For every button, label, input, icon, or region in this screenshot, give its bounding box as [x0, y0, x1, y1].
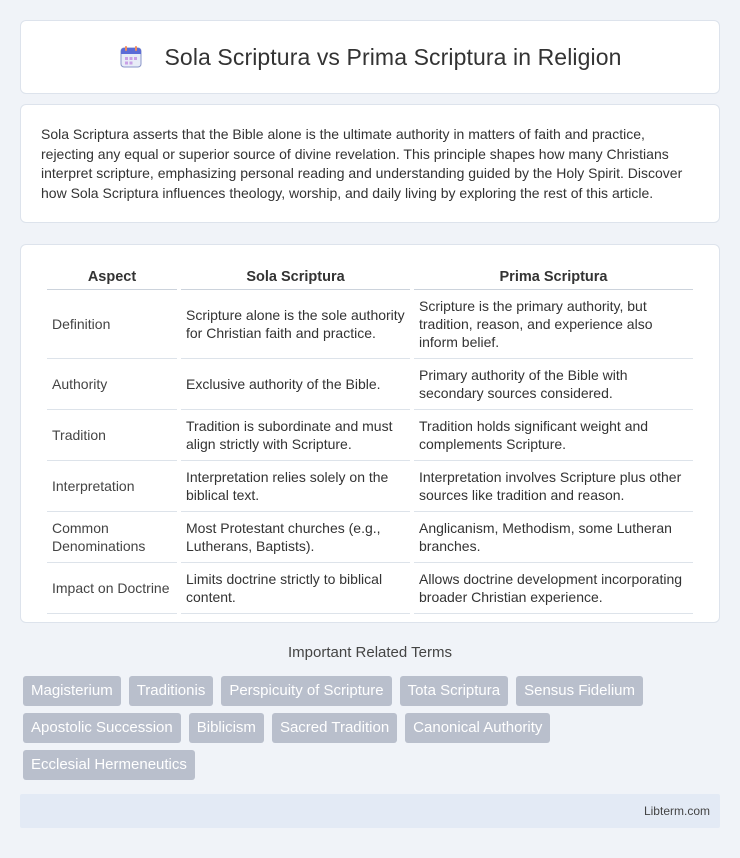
prima-cell: Allows doctrine development incorporating broader Christian experience. — [414, 563, 693, 614]
header-aspect: Aspect — [47, 267, 177, 290]
related-term-tag[interactable]: Canonical Authority — [405, 713, 550, 743]
footer — [20, 794, 720, 828]
intro-card — [20, 104, 720, 223]
intro-paragraph: Sola Scriptura asserts that the Bible alone is the ultimate authority in matters of faith and practice, rejecting any equal or superior source of divine revelation. This principle shapes how many Christians interpret scripture, emphasizing personal reading and understanding guided by the Holy Spirit. Discover how Sola Scriptura influences theology, worship, and daily living by exploring the rest of this article. — [41, 126, 683, 201]
related-term-tag[interactable]: Sacred Tradition — [272, 713, 397, 743]
prima-cell: Tradition holds significant weight and complements Scripture. — [414, 410, 693, 461]
related-term-tag[interactable]: Apostolic Succession — [23, 713, 181, 743]
comparison-table — [43, 267, 697, 614]
table-header-row — [47, 267, 693, 290]
prima-cell: Scripture is the primary authority, but tradition, reason, and experience also inform belief. — [414, 290, 693, 359]
related-term-tag[interactable]: Perspicuity of Scripture — [221, 676, 391, 706]
sola-cell: Interpretation relies solely on the biblical text. — [181, 461, 410, 512]
related-terms-heading: Important Related Terms — [288, 644, 452, 661]
footer-brand-link[interactable]: Libterm.com — [643, 804, 710, 818]
related-term-tag[interactable]: Traditionis — [129, 676, 214, 706]
table-row — [47, 461, 693, 512]
calendar-icon — [118, 44, 144, 70]
header-prima-scriptura: Prima Scriptura — [414, 267, 693, 290]
sola-cell: Exclusive authority of the Bible. — [181, 359, 410, 410]
table-row — [47, 563, 693, 614]
title-card — [20, 20, 720, 94]
prima-cell: Primary authority of the Bible with secondary sources considered. — [414, 359, 693, 410]
aspect-cell: Interpretation — [47, 461, 177, 512]
prima-cell: Anglicanism, Methodism, some Lutheran branches. — [414, 512, 693, 563]
aspect-cell: Authority — [47, 359, 177, 410]
header-sola-scriptura: Sola Scriptura — [181, 267, 410, 290]
sola-cell: Most Protestant churches (e.g., Lutherans, Baptists). — [181, 512, 410, 563]
prima-cell: Interpretation involves Scripture plus other sources like tradition and reason. — [414, 461, 693, 512]
related-term-tag[interactable]: Tota Scriptura — [400, 676, 509, 706]
aspect-cell: Tradition — [47, 410, 177, 461]
table-row — [47, 359, 693, 410]
table-row — [47, 410, 693, 461]
related-terms-list — [23, 676, 713, 780]
related-term-tag[interactable]: Biblicism — [189, 713, 264, 743]
related-term-tag[interactable]: Ecclesial Hermeneutics — [23, 750, 195, 780]
aspect-cell: Common Denominations — [47, 512, 177, 563]
aspect-cell: Definition — [47, 290, 177, 359]
related-term-tag[interactable]: Magisterium — [23, 676, 121, 706]
page-title: Sola Scriptura vs Prima Scriptura in Religion — [164, 43, 622, 70]
sola-cell: Limits doctrine strictly to biblical content. — [181, 563, 410, 614]
table-row — [47, 290, 693, 359]
sola-cell: Tradition is subordinate and must align strictly with Scripture. — [181, 410, 410, 461]
sola-cell: Scripture alone is the sole authority for Christian faith and practice. — [181, 290, 410, 359]
related-term-tag[interactable]: Sensus Fidelium — [516, 676, 643, 706]
table-row — [47, 512, 693, 563]
aspect-cell: Impact on Doctrine — [47, 563, 177, 614]
comparison-card — [20, 244, 720, 623]
